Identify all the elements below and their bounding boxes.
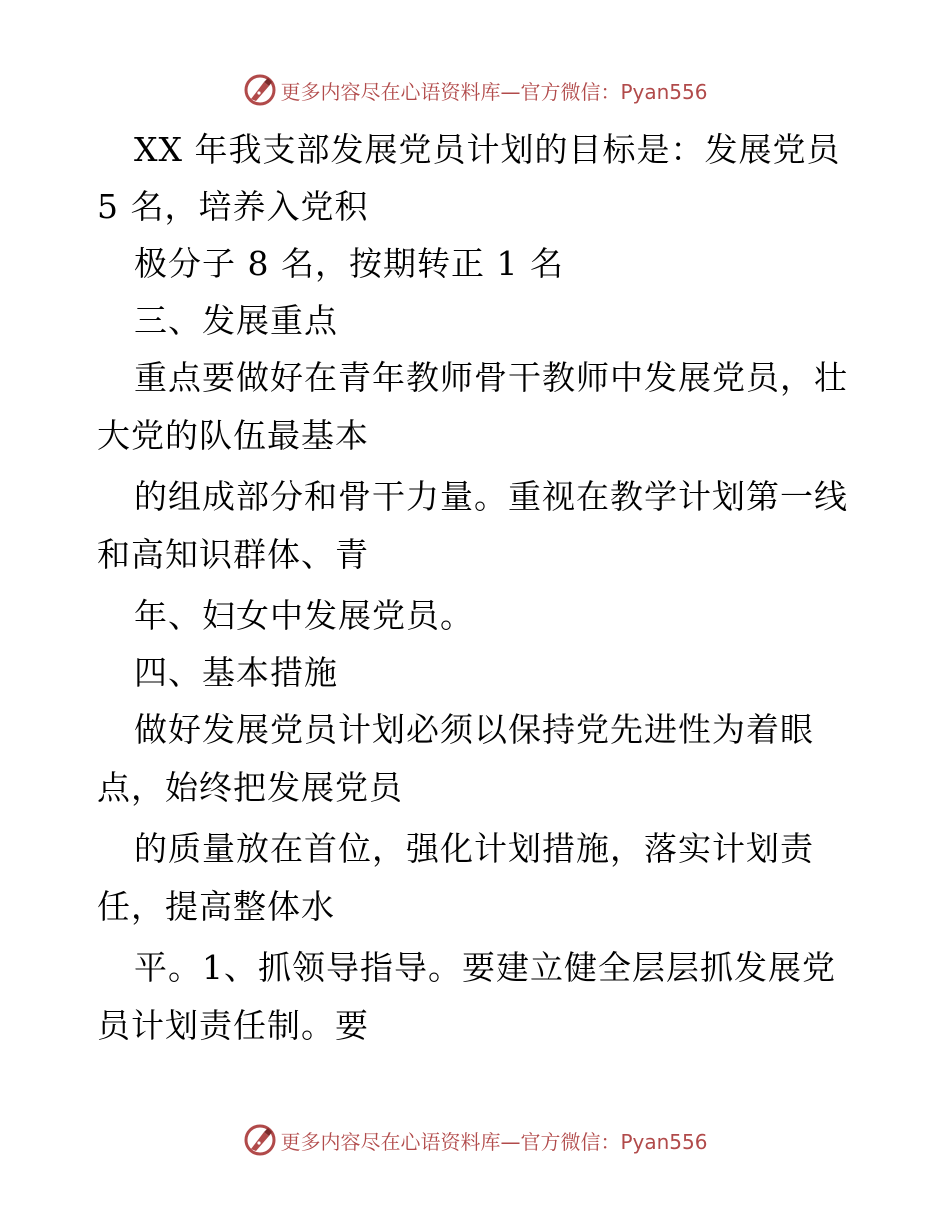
text-line: 的质量放在首位，强化计划措施，落实计划责 [134,829,814,868]
header-watermark [0,70,950,110]
pen-nib-logo-icon [242,72,278,108]
text-line: 极分子 8 名，按期转正 1 名 [134,244,564,283]
text-line: 点，始终把发展党员 [97,768,403,807]
text-line: 任，提高整体水 [97,887,335,926]
section-heading: 三、发展重点 [134,301,338,340]
watermark-group [242,1120,707,1160]
section-heading: 四、基本措施 [134,653,338,692]
text-line: 平。1、抓领导指导。要建立健全层层抓发展党 [134,948,836,987]
text-line: 重点要做好在青年教师骨干教师中发展党员，壮 [134,358,848,397]
watermark-text: 更多内容尽在心语资料库—官方微信：Pyan556 [280,1129,708,1154]
text-line: 的组成部分和骨干力量。重视在教学计划第一线 [134,477,848,516]
text-line: 5 名，培养入党积 [97,187,369,226]
watermark-group [242,70,707,110]
text-line: 大党的队伍最基本 [97,416,369,455]
text-line: XX 年我支部发展党员计划的目标是：发展党员 [134,130,841,169]
footer-watermark [0,1120,950,1160]
text-line: 做好发展党员计划必须以保持党先进性为着眼 [134,710,814,749]
pen-nib-logo-icon [242,1122,278,1158]
text-line: 年、妇女中发展党员。 [134,596,474,635]
watermark-text: 更多内容尽在心语资料库—官方微信：Pyan556 [280,79,708,104]
text-line: 员计划责任制。要 [97,1006,369,1045]
text-line: 和高知识群体、青 [97,535,369,574]
